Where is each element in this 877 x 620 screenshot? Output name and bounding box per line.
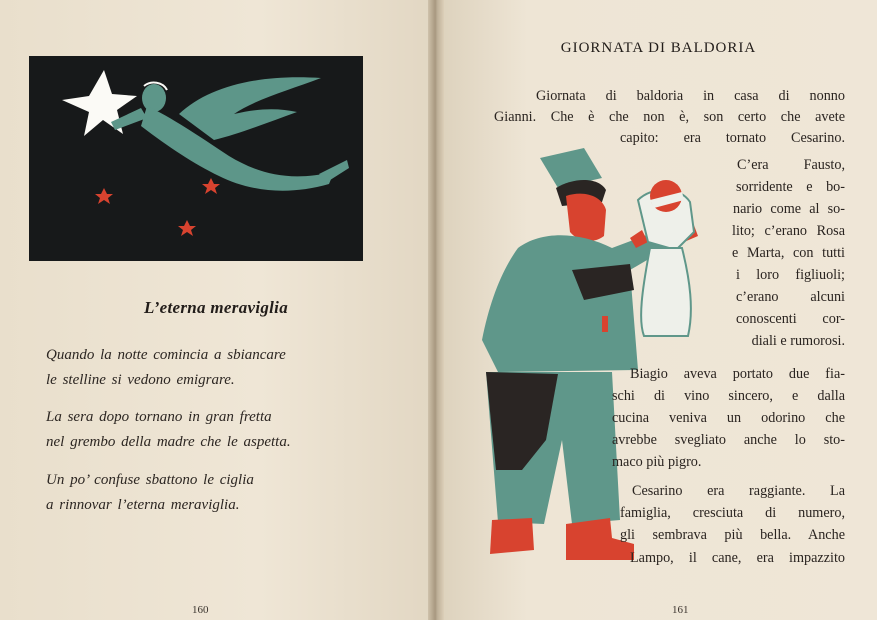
story-line — [620, 503, 845, 524]
story-text-line: i loro figliuoli; — [736, 267, 845, 283]
story-line — [536, 86, 845, 107]
story-line — [494, 107, 845, 128]
story-line — [736, 309, 845, 330]
story-text-line: Gianni. Che è che non è, son certo che avete — [494, 109, 845, 125]
story-text-line: nario come al so- — [733, 201, 845, 217]
poem-line: nel grembo della madre che le aspetta. — [46, 434, 291, 450]
red-star-icon — [95, 178, 220, 236]
story-text-line: famiglia, cresciuta di numero, — [620, 505, 845, 521]
story-text-line: e Marta, con tutti — [732, 245, 845, 261]
story-line — [732, 221, 845, 242]
story-line — [730, 331, 845, 352]
story-line — [612, 452, 845, 473]
story-line — [620, 525, 845, 546]
story-text-line: maco più pigro. — [612, 454, 702, 470]
poem-line: Un po’ confuse sbattono le ciglia — [46, 472, 254, 488]
story-text-line: diali e rumorosi. — [751, 333, 845, 349]
story-text-line: cucina veniva un odorino che — [612, 410, 845, 426]
story-text-line: conoscenti cor- — [736, 311, 845, 327]
poem-line: La sera dopo tornano in gran fretta — [46, 409, 272, 425]
story-line — [737, 155, 845, 176]
story-line — [632, 481, 845, 502]
story-text-line: C’era Fausto, — [737, 157, 845, 173]
white-star-icon — [62, 70, 137, 136]
poem-stanza — [46, 405, 386, 455]
story-text-line: capito: era tornato Cesarino. — [620, 130, 845, 146]
story-text-line: Lampo, il cane, era impazzito — [630, 550, 845, 566]
story-text-line: c’erano alcuni — [736, 289, 845, 305]
story-text-line: Giornata di baldoria in casa di nonno — [536, 88, 845, 104]
story-text-line: Cesarino era raggiante. La — [632, 483, 845, 499]
page-number: 161 — [672, 604, 689, 616]
story-line — [612, 408, 845, 429]
story-line — [736, 177, 845, 198]
story-line — [732, 243, 845, 264]
story-line — [630, 364, 845, 385]
poem-stanza — [46, 468, 386, 518]
story-line — [736, 265, 845, 286]
story-text-line: gli sembrava più bella. Anche — [620, 527, 845, 543]
story-text-line: Biagio aveva portato due fia- — [630, 366, 845, 382]
night-sky-illustration — [29, 56, 363, 261]
chapter-title: GIORNATA DI BALDORIA — [560, 40, 757, 56]
story-text-line: schi di vino sincero, e dalla — [612, 388, 845, 404]
story-line — [612, 386, 845, 407]
angel-figure — [111, 77, 349, 190]
story-line — [620, 128, 845, 149]
story-line — [612, 430, 845, 451]
story-line — [736, 287, 845, 308]
poem-stanza — [46, 343, 386, 393]
poem-line: a rinnovar l’eterna meraviglia. — [46, 497, 240, 513]
story-line — [630, 548, 845, 569]
story-text-line: sorridente e bo- — [736, 179, 845, 195]
poem-line: le stelline si vedono emigrare. — [46, 372, 235, 388]
poem-title: L’eterna meraviglia — [143, 298, 289, 317]
page-number: 160 — [192, 604, 209, 616]
story-line — [733, 199, 845, 220]
story-text-line: avrebbe svegliato anche lo sto- — [612, 432, 845, 448]
story-text-line: lito; c’erano Rosa — [732, 223, 845, 239]
poem-line: Quando la notte comincia a sbiancare — [46, 347, 286, 363]
